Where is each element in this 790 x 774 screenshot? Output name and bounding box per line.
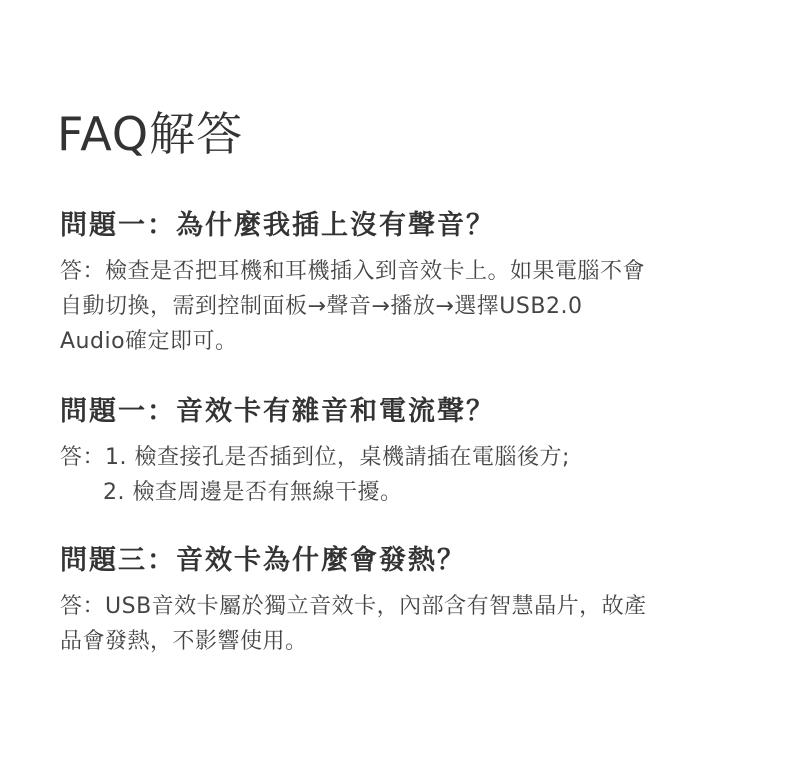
faq-answer-line: 品會發熱，不影響使用。 bbox=[60, 629, 308, 654]
faq-item bbox=[60, 541, 760, 659]
faq-question: 問題一：音效卡有雜音和電流聲？ bbox=[60, 396, 495, 427]
faq-answer-line: 答：檢查是否把耳機和耳機插入到音效卡上。如果電腦不會 bbox=[60, 259, 646, 284]
faq-answer bbox=[60, 254, 760, 359]
faq-answer-line: 答：1. 檢查接孔是否插到位，桌機請插在電腦後方; bbox=[60, 445, 570, 470]
faq-answer-line: 自動切換，需到控制面板→聲音→播放→選擇USB2.0 bbox=[60, 294, 583, 319]
faq-answer-line: 2. 檢查周邊是否有無線干擾。 bbox=[103, 480, 403, 505]
faq-item bbox=[60, 392, 760, 510]
faq-question: 問題三：音效卡為什麼會發熱？ bbox=[60, 545, 466, 576]
faq-item bbox=[60, 206, 760, 359]
faq-answer bbox=[60, 440, 760, 510]
page-title: FAQ解答 bbox=[57, 107, 244, 161]
faq-answer-line: 答：USB音效卡屬於獨立音效卡，內部含有智慧晶片，故產 bbox=[60, 594, 647, 619]
faq-answer bbox=[60, 589, 760, 659]
faq-question: 問題一：為什麼我插上沒有聲音？ bbox=[60, 210, 495, 241]
faq-answer-line: Audio確定即可。 bbox=[60, 329, 238, 354]
